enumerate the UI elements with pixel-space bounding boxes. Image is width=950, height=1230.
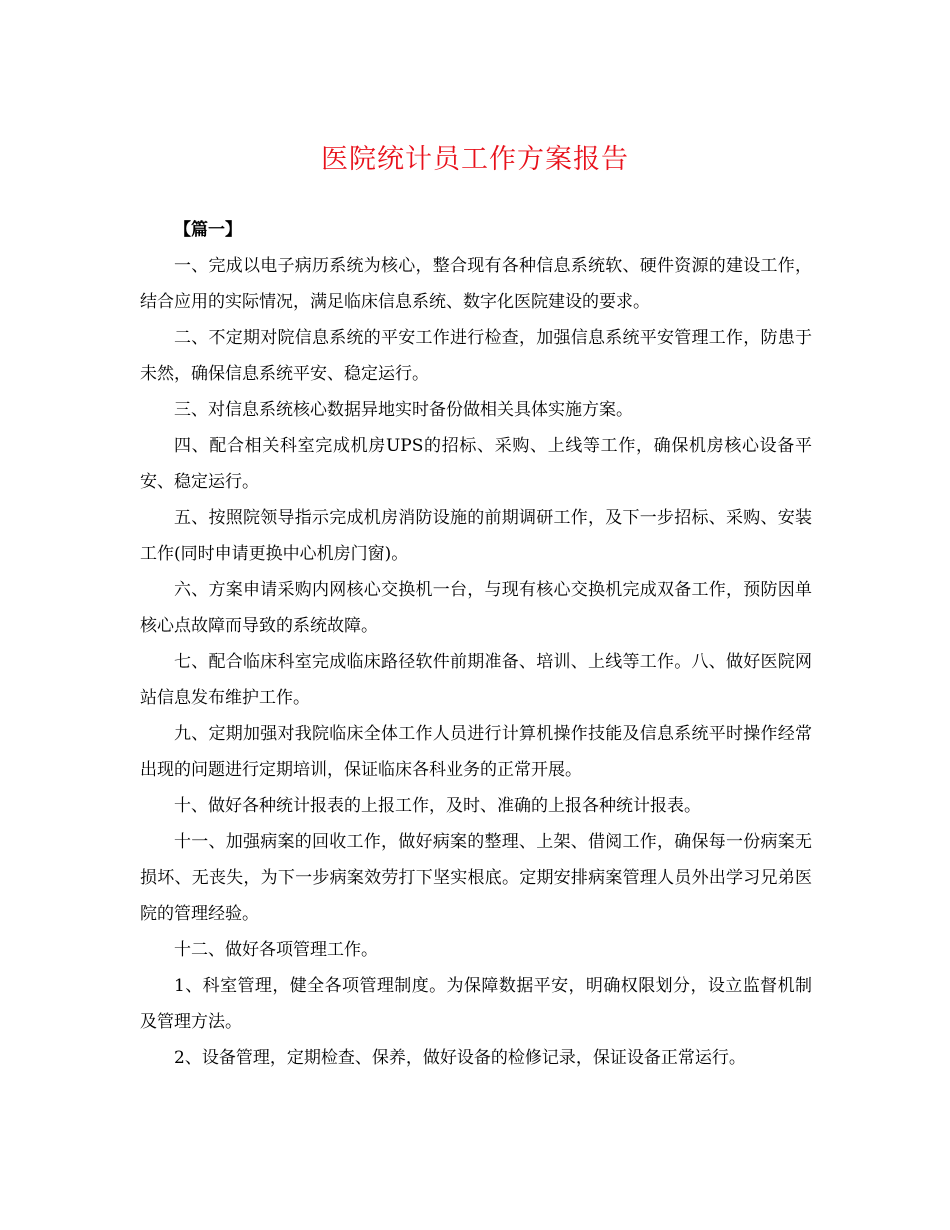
document-title: 医院统计员工作方案报告	[321, 144, 629, 175]
paragraph-9: 十、做好各种统计报表的上报工作，及时、准确的上报各种统计报表。	[174, 796, 701, 816]
paragraph-7: 七、配合临床科室完成临床路径软件前期准备、培训、上线等工作。八、做好医院网站信息发布维护工作。	[140, 652, 812, 708]
paragraph-4: 四、配合相关科室完成机房UPS的招标、采购、上线等工作，确保机房核心设备平安、稳定运行。	[140, 436, 812, 492]
paragraph-2: 二、不定期对院信息系统的平安工作进行检查，加强信息系统平安管理工作，防患于未然，确保信息系统平安、稳定运行。	[140, 328, 812, 384]
paragraph-12: 1、科室管理，健全各项管理制度。为保障数据平安，明确权限划分，设立监督机制及管理方法。	[140, 976, 812, 1032]
paragraph-13: 2、设备管理，定期检查、保养，做好设备的检修记录，保证设备正常运行。	[174, 1048, 746, 1068]
paragraph-1: 一、完成以电子病历系统为核心，整合现有各种信息系统软、硬件资源的建设工作，结合应用的实际情况，满足临床信息系统、数字化医院建设的要求。	[140, 256, 812, 312]
paragraph-6: 六、方案申请采购内网核心交换机一台，与现有核心交换机完成双备工作，预防因单核心点故障而导致的系统故障。	[140, 580, 812, 636]
paragraph-8: 九、定期加强对我院临床全体工作人员进行计算机操作技能及信息系统平时操作经常出现的问题进行定期培训，保证临床各科业务的正常开展。	[140, 724, 812, 780]
document-body	[140, 212, 812, 1076]
paragraph-3: 三、对信息系统核心数据异地实时备份做相关具体实施方案。	[174, 400, 633, 420]
paragraph-5: 五、按照院领导指示完成机房消防设施的前期调研工作，及下一步招标、采购、安装工作(同时申请更换中心机房门窗)。	[140, 508, 812, 564]
paragraph-11: 十二、做好各项管理工作。	[174, 940, 378, 960]
section-label: 【篇一】	[174, 220, 242, 240]
paragraph-10: 十一、加强病案的回收工作，做好病案的整理、上架、借阅工作，确保每一份病案无损坏、无丧失，为下一步病案效劳打下坚实根底。定期安排病案管理人员外出学习兄弟医院的管理经验。	[140, 832, 812, 924]
